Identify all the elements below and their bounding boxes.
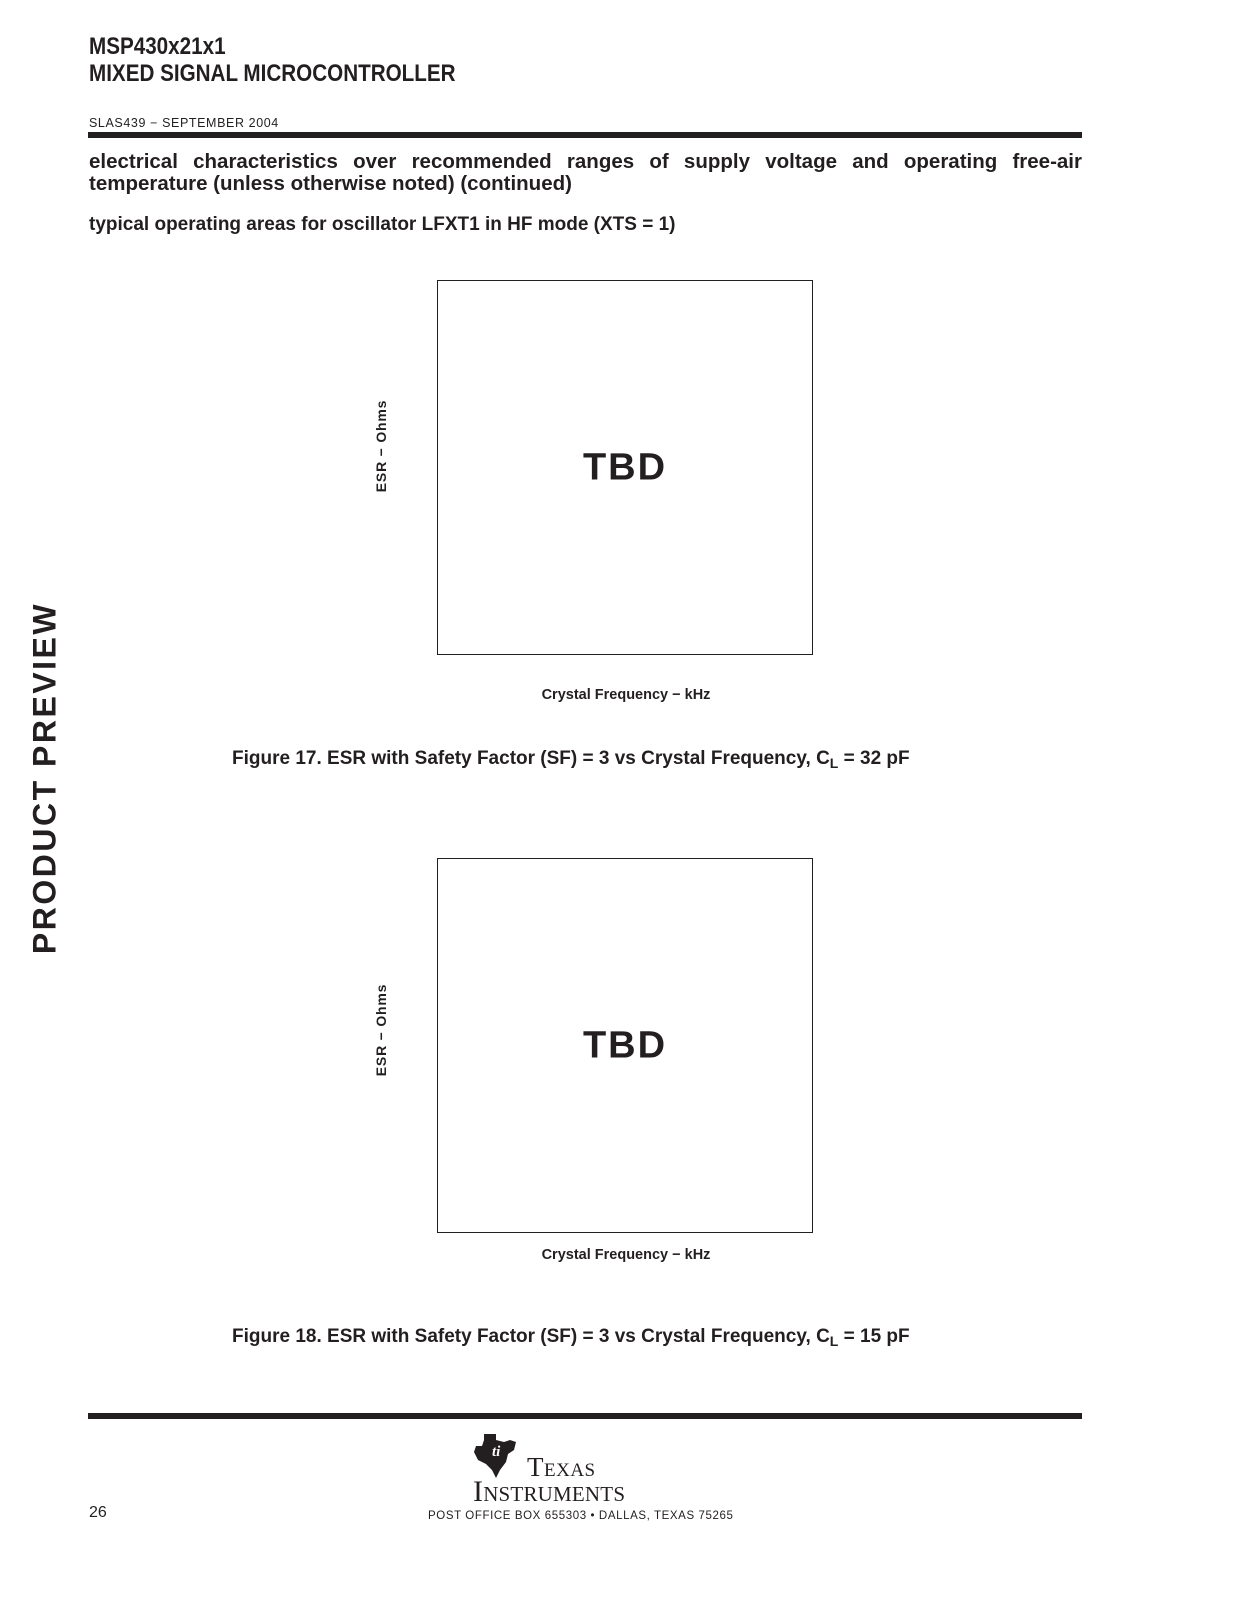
figure-18-caption-subscript: L [829,1333,839,1349]
footer-rule [88,1413,1082,1419]
ti-logo-instruments [473,1475,625,1509]
page-number: 26 [89,1504,107,1521]
figure-18-plot-area [437,858,813,1233]
ti-logo-texas-text: Texas [527,1452,596,1482]
footer-address: POST OFFICE BOX 655303 • DALLAS, TEXAS 75265 [428,1510,734,1522]
document-id: SLAS439 − SEPTEMBER 2004 [89,116,279,130]
figure-18-x-axis-label: Crystal Frequency − kHz [541,1247,711,1263]
figure-17-x-axis-label: Crystal Frequency − kHz [541,687,711,703]
figure-18-caption-text: Figure 18. ESR with Safety Factor (SF) = 3 vs Crystal Frequency, C [232,1326,830,1347]
section-subheading: typical operating areas for oscillator LFXT1 in HF mode (XTS = 1) [89,214,676,235]
document-title: MSP430x21x1 [89,33,226,60]
figure-18-caption-value: = 15 pF [838,1326,910,1347]
figure-17-caption-subscript: L [829,755,839,771]
figure-17-caption [232,748,938,771]
figure-18-y-axis-label: ESR − Ohms [373,983,389,1077]
figure-18-caption [232,1326,938,1349]
figure-17-y-axis-label: ESR − Ohms [373,399,389,493]
ti-logo-instruments-text: Instruments [473,1475,626,1508]
figure-17-placeholder: TBD [582,446,668,488]
section-heading: electrical characteristics over recommended ranges of supply voltage and operating free-air temperature (unless otherwise noted) (continued) [89,150,1082,195]
ti-state-icon [470,1430,530,1480]
figure-17-caption-value: = 32 pF [838,748,910,769]
figure-17-plot-area [437,280,813,655]
svg-text:ti: ti [492,1444,501,1460]
figure-17-caption-text: Figure 17. ESR with Safety Factor (SF) = 3 vs Crystal Frequency, C [232,748,830,769]
header-rule [88,132,1082,138]
document-subtitle: MIXED SIGNAL MICROCONTROLLER [89,60,456,87]
figure-18-placeholder: TBD [582,1024,668,1066]
product-preview-banner: PRODUCT PREVIEW [26,601,63,955]
